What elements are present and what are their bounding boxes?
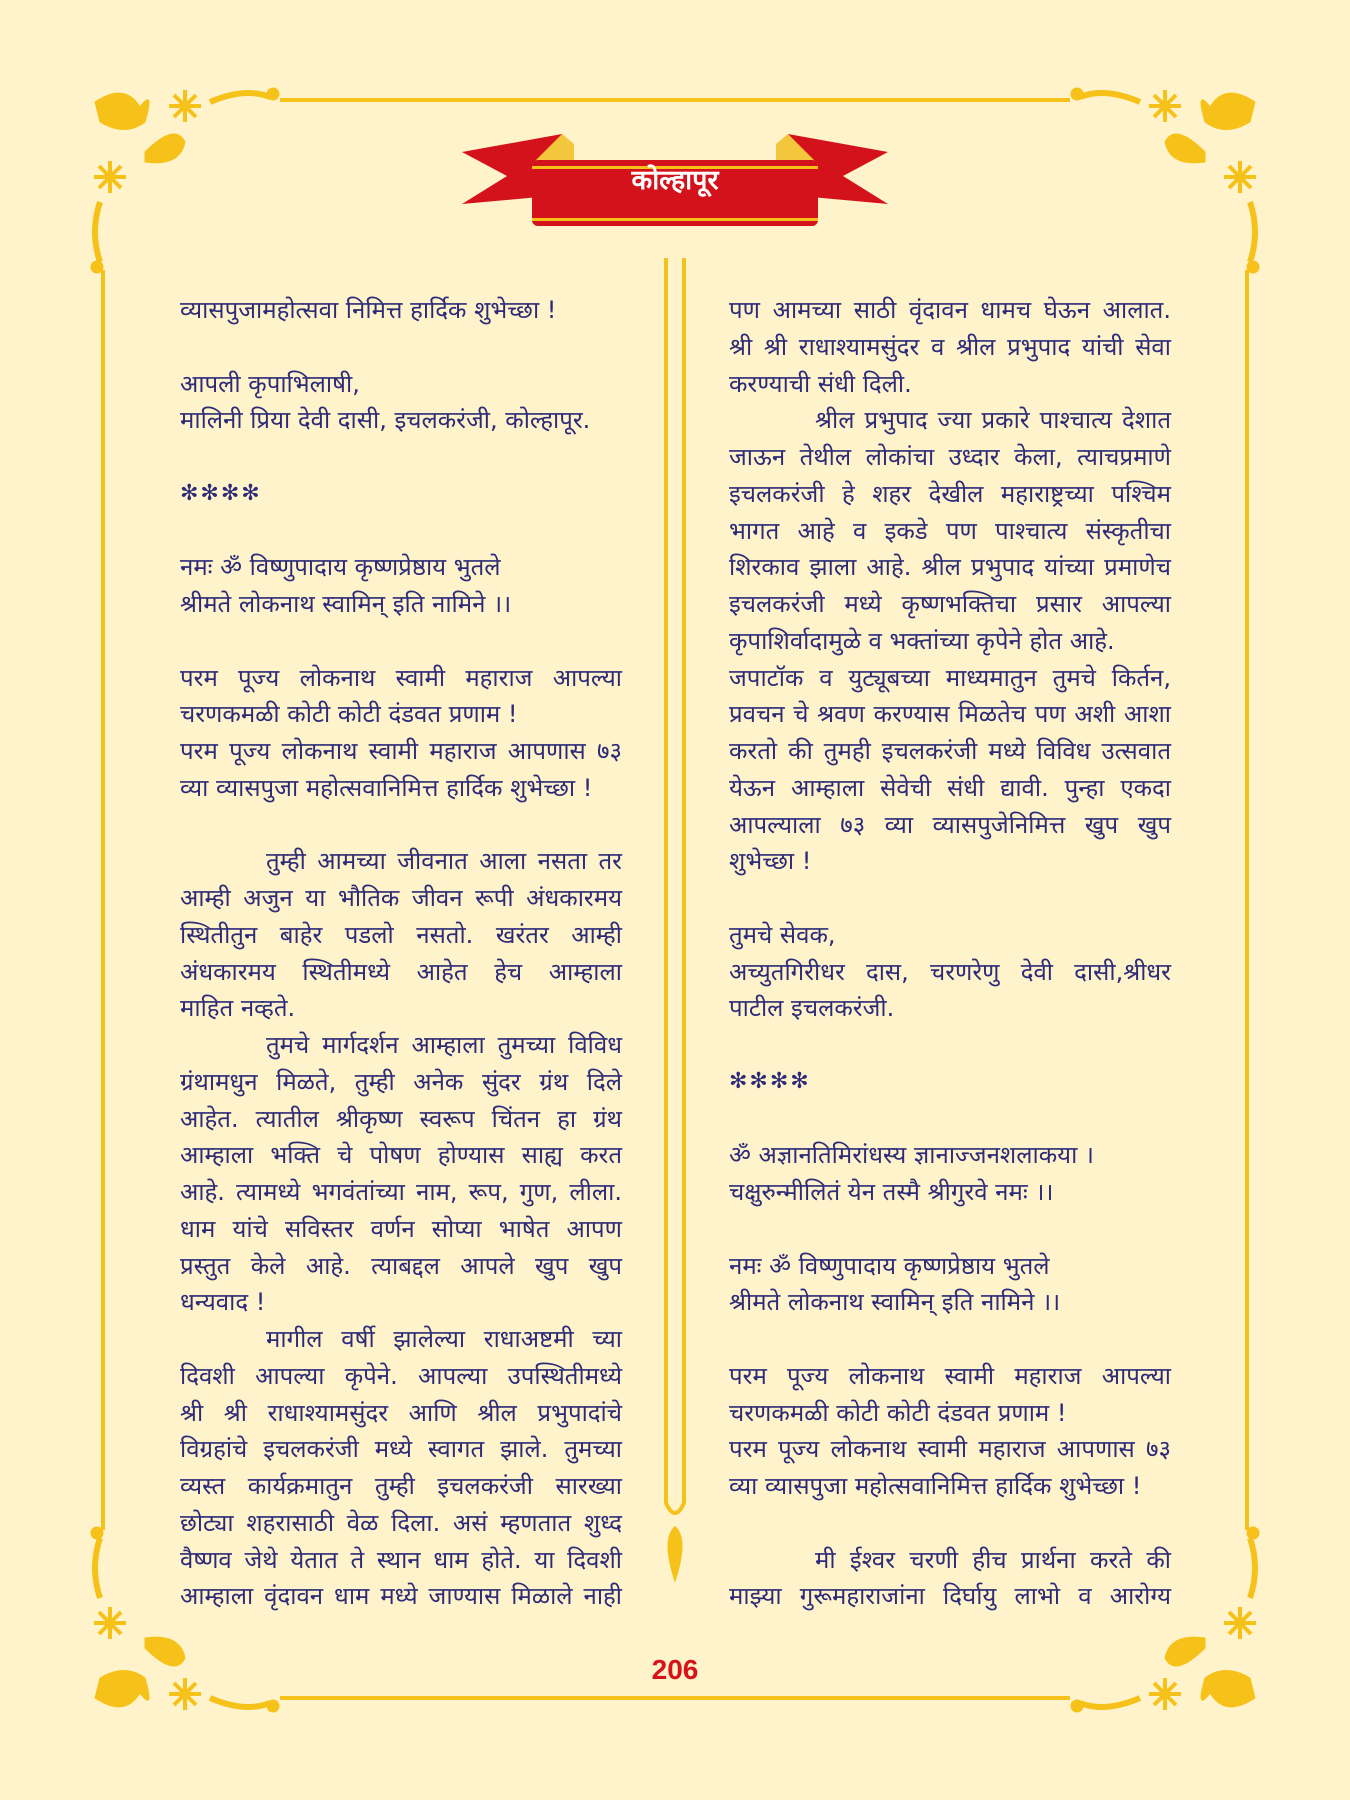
blank-line — [729, 1211, 1171, 1248]
text-line: अंधकारमय स्थितीमध्ये आहेत हेच आम्हाला — [180, 957, 622, 986]
text-line: पण आमच्या साठी वृंदावन धामच घेऊन आलात. — [729, 296, 1171, 324]
text-line: प्रस्तुत केले आहे. त्याबद्दल आपले खुप खुप — [180, 1251, 622, 1280]
text-line: परम पूज्य लोकनाथ स्वामी महाराज आपणास ७३ — [729, 1435, 1171, 1464]
text-line: इचलकरंजी मध्ये कृष्णभक्तिचा प्रसार आपल्या — [729, 590, 1171, 618]
left-text-column — [180, 292, 622, 1615]
text-line: स्थितीतुन बाहेर पडलो नसतो. खरंतर आम्ही — [180, 920, 622, 949]
blank-line — [729, 1505, 1171, 1542]
text-line: श्रील प्रभुपाद ज्या प्रकारे पाश्चात्य देशात — [815, 406, 1171, 435]
text-line: इचलकरंजी हे शहर देखील महाराष्ट्रच्या पश्चिम — [729, 479, 1171, 508]
text-line: तुमचे मार्गदर्शन आम्हाला तुमच्या विविध — [266, 1031, 622, 1059]
blank-line — [180, 513, 622, 550]
text-line: परम पूज्य लोकनाथ स्वामी महाराज आपल्या — [729, 1361, 1171, 1390]
text-line: प्रवचन चे श्रवण करण्यास मिळतेच पण अशी आशा — [729, 700, 1171, 729]
text-line: ✻✻✻✻ — [729, 1068, 811, 1094]
text-line: व्यस्त कार्यक्रमातुन तुम्ही इचलकरंजी सारख्या — [180, 1472, 622, 1500]
text-line: आम्हाला भक्ति चे पोषण होण्यास साह्य करत — [180, 1141, 622, 1170]
text-line: आहे. त्यामध्ये भगवंतांच्या नाम, रूप, गुण, लीला. — [180, 1178, 622, 1206]
text-line: मागील वर्षी झालेल्या राधाअष्टमी च्या — [266, 1325, 622, 1353]
text-line: श्रीमते लोकनाथ स्वामिन् इति नामिने ।। — [729, 1288, 1061, 1317]
blank-line — [729, 1321, 1171, 1358]
page-title: कोल्हापूर — [631, 165, 719, 196]
title-ribbon — [462, 124, 888, 228]
text-line: कृपाशिर्वादामुळे व भक्तांच्या कृपेने होत आहे. — [729, 626, 1115, 655]
blank-line — [180, 807, 622, 844]
text-line: तुमचे सेवक, — [729, 920, 836, 949]
text-line: व्या व्यासपुजा महोत्सवानिमित्त हार्दिक शुभेच्छा ! — [729, 1472, 1142, 1500]
text-line: छोट्या शहरासाठी वेळ दिला. असं म्हणतात शुध्द — [180, 1508, 622, 1537]
text-line: परम पूज्य लोकनाथ स्वामी महाराज आपणास ७३ — [180, 737, 622, 765]
text-line: पाटील इचलकरंजी. — [729, 994, 895, 1023]
corner-ornament-icon — [85, 82, 285, 282]
text-line: आहेत. त्यातील श्रीकृष्ण स्वरूप चिंतन हा ग्रंथ — [180, 1104, 622, 1133]
text-line: दिवशी आपल्या कृपेने. आपल्या उपस्थितीमध्ये — [180, 1361, 622, 1390]
right-text-column — [729, 292, 1171, 1615]
border-left-line — [101, 270, 105, 1530]
text-line: भागत आहे व इकडे पण पाश्चात्य संस्कृतीचा — [729, 516, 1171, 545]
text-line: करण्याची संधी दिली. — [729, 369, 912, 398]
text-line: चक्षुरुन्मीलितं येन तस्मै श्रीगुरवे नमः ।। — [729, 1178, 1054, 1206]
text-line: करतो की तुमही इचलकरंजी मध्ये विविध उत्सवात — [729, 737, 1171, 765]
blank-line — [729, 880, 1171, 917]
text-line: माझ्या गुरूमहाराजांना दिर्घायु लाभो व आरोग्य — [729, 1582, 1171, 1611]
text-line: आपल्याला ७३ व्या व्यासपुजेनिमित्त खुप खुप — [729, 810, 1171, 839]
text-line: श्री श्री राधाश्यामसुंदर व श्रील प्रभुपाद यांची सेवा — [729, 332, 1171, 361]
border-right-line — [1245, 270, 1249, 1530]
blank-line — [180, 329, 622, 366]
text-line: नमः ॐ विष्णुपादाय कृष्णप्रेष्ठाय भुतले — [180, 553, 501, 582]
corner-ornament-icon — [1065, 82, 1265, 282]
text-line: वैष्णव जेथे येतात ते स्थान धाम होते. या दिवशी — [180, 1545, 622, 1574]
blank-line — [729, 1101, 1171, 1138]
text-line: व्यासपुजामहोत्सवा निमित्त हार्दिक शुभेच्छा ! — [180, 296, 557, 324]
text-line: तुम्ही आमच्या जीवनात आला नसता तर — [266, 847, 622, 876]
text-line: येऊन आम्हाला सेवेची संधी द्यावी. पुन्हा एकदा — [729, 773, 1171, 802]
text-line: आम्हाला वृंदावन धाम मध्ये जाण्यास मिळाले नाही — [180, 1582, 622, 1611]
text-line: जाऊन तेथील लोकांचा उध्दार केला, त्याचप्रमाणे — [729, 443, 1171, 471]
text-line: शुभेच्छा ! — [729, 847, 812, 876]
text-line: मालिनी प्रिया देवी दासी, इचलकरंजी, कोल्हापूर. — [180, 406, 591, 435]
blank-line — [180, 623, 622, 660]
column-divider — [660, 258, 690, 1583]
text-line: धाम यांचे सविस्तर वर्णन सोप्या भाषेत आपण — [180, 1214, 622, 1243]
text-line: शिरकाव झाला आहे. श्रील प्रभुपाद यांच्या प्रमाणेच — [729, 553, 1171, 582]
text-line: चरणकमळी कोटी कोटी दंडवत प्रणाम ! — [729, 1398, 1067, 1427]
border-top-line — [280, 98, 1070, 102]
text-line: ॐ अज्ञानतिमिरांधस्य ज्ञानाज्जनशलाकया । — [729, 1141, 1095, 1170]
blank-line — [729, 1027, 1171, 1064]
text-line: माहित नव्हते. — [180, 994, 296, 1023]
text-line: नमः ॐ विष्णुपादाय कृष्णप्रेष्ठाय भुतले — [729, 1251, 1050, 1280]
text-line: चरणकमळी कोटी कोटी दंडवत प्रणाम ! — [180, 700, 518, 729]
text-line: जपाटॉक व युट्यूबच्या माध्यमातुन तुमचे किर्तन, — [729, 663, 1171, 692]
text-line: ✻✻✻✻ — [180, 480, 262, 506]
text-line: श्रीमते लोकनाथ स्वामिन् इति नामिने ।। — [180, 590, 512, 618]
blank-line — [180, 439, 622, 476]
text-line: विग्रहांचे इचलकरंजी मध्ये स्वागत झाले. तुमच्या — [180, 1435, 622, 1464]
border-bottom-line — [280, 1696, 1070, 1700]
text-line: श्री श्री राधाश्यामसुंदर आणि श्रील प्रभुपादांचे — [180, 1398, 622, 1427]
text-line: परम पूज्य लोकनाथ स्वामी महाराज आपल्या — [180, 663, 622, 692]
text-line: व्या व्यासपुजा महोत्सवानिमित्त हार्दिक शुभेच्छा ! — [180, 773, 593, 802]
text-line: आम्ही अजुन या भौतिक जीवन रूपी अंधकारमय — [180, 884, 622, 912]
text-line: मी ईश्वर चरणी हीच प्रार्थना करते की — [815, 1545, 1171, 1574]
text-line: आपली कृपाभिलाषी, — [180, 369, 360, 398]
text-line: अच्युतगिरीधर दास, चरणरेणु देवी दासी,श्रीधर — [729, 957, 1171, 986]
page-number: 206 — [651, 1654, 699, 1685]
text-line: ग्रंथामधुन मिळते, तुम्ही अनेक सुंदर ग्रंथ दिले — [180, 1067, 622, 1096]
text-line: धन्यवाद ! — [180, 1288, 266, 1317]
